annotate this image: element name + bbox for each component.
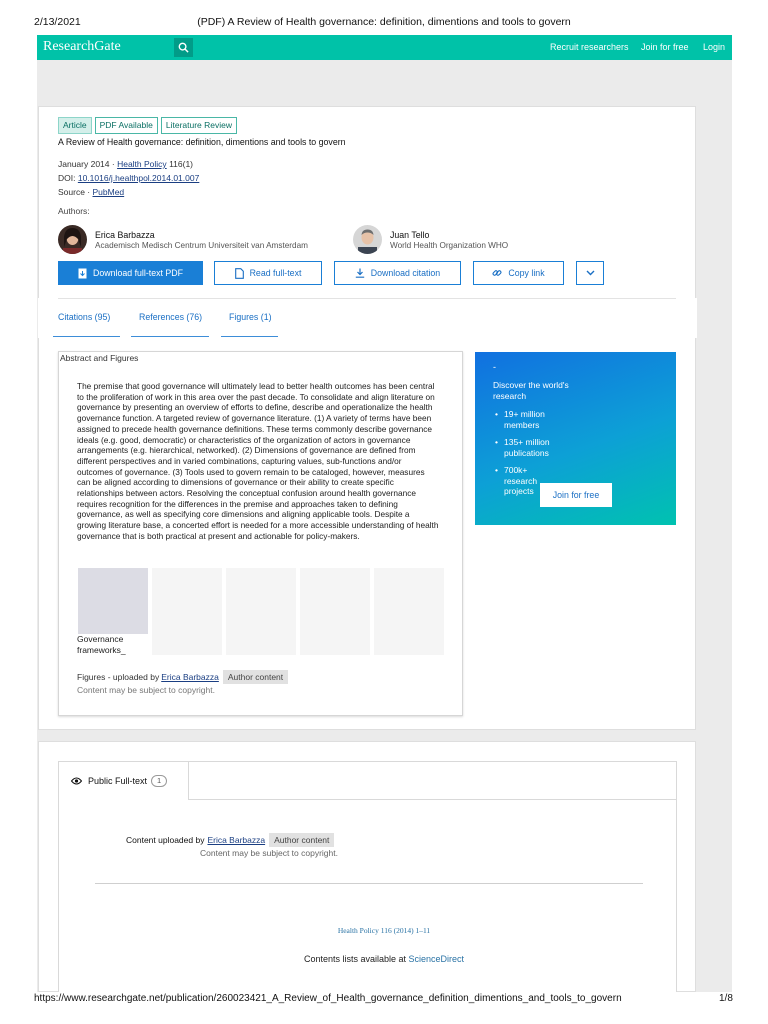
- uploader-link[interactable]: Erica Barbazza: [207, 835, 266, 845]
- tag-article: Article: [58, 117, 92, 134]
- journal-volume: 116(1): [169, 159, 194, 169]
- search-icon[interactable]: [174, 38, 193, 57]
- tab-underline: [221, 336, 278, 337]
- download-icon: [355, 268, 365, 278]
- figure-thumbnail-placeholder: [152, 568, 222, 655]
- pdf-contents-line: [0, 954, 768, 964]
- author-affiliation: World Health Organization WHO: [390, 240, 509, 250]
- figure-caption-line: Governance: [77, 634, 124, 644]
- article-title: A Review of Health governance: definition, dimentions and tools to govern: [58, 137, 346, 147]
- figures-uploaded-line: [77, 670, 288, 684]
- figure-thumbnail-placeholder: [226, 568, 296, 655]
- source-label: Source ·: [58, 187, 93, 197]
- tag-pdf-available: PDF Available: [95, 117, 158, 134]
- tabs-bar: [38, 298, 697, 338]
- print-page-number: 1/8: [719, 993, 733, 1004]
- tab-references[interactable]: References (76): [139, 312, 203, 322]
- tab-public-fulltext[interactable]: [58, 762, 189, 800]
- promo-dash: -: [493, 362, 496, 372]
- document-icon: [235, 268, 244, 279]
- figure-thumbnails: [78, 568, 444, 655]
- copy-link-label: Copy link: [508, 268, 545, 278]
- figure-thumbnail-placeholder: [374, 568, 444, 655]
- print-doc-title: (PDF) A Review of Health governance: definition, dimentions and tools to govern: [197, 16, 571, 28]
- download-fulltext-label: Download full-text PDF: [93, 268, 183, 278]
- content-uploaded-label: Content uploaded by: [126, 835, 205, 845]
- content-uploaded-line: [126, 833, 334, 847]
- tab-underline: [131, 336, 209, 337]
- link-icon: [492, 268, 502, 278]
- author-content-badge: Author content: [269, 833, 334, 847]
- author-card-1[interactable]: [58, 225, 308, 254]
- source-link[interactable]: PubMed: [92, 187, 125, 197]
- author-affiliation: Academisch Medisch Centrum Universiteit van Amsterdam: [95, 240, 308, 250]
- contents-label: Contents lists available at: [303, 954, 409, 964]
- copyright-notice: Content may be subject to copyright.: [200, 848, 338, 858]
- chevron-down-icon: [586, 270, 595, 276]
- more-options-button[interactable]: [576, 261, 604, 285]
- article-tags: [58, 117, 237, 134]
- pdf-journal-header: Health Policy 116 (2014) 1–11: [337, 926, 431, 935]
- authors-label: Authors:: [58, 206, 90, 216]
- section-divider: [58, 298, 676, 299]
- nav-join-for-free[interactable]: Join for free: [641, 42, 689, 52]
- article-source: [58, 187, 124, 197]
- print-url: https://www.researchgate.net/publication/260023421_A_Review_of_Health_governance_definition_dimentions_and_tools_to_govern: [34, 993, 622, 1004]
- promo-stat-item: • 700k+ research projects: [493, 465, 553, 497]
- download-citation-button[interactable]: [334, 261, 461, 285]
- uploader-link[interactable]: Erica Barbazza: [161, 672, 219, 682]
- figure-caption[interactable]: [77, 634, 126, 655]
- eye-icon: [71, 777, 82, 785]
- fulltext-count-badge: 1: [151, 775, 167, 787]
- promo-stat-item: • 135+ million publications: [493, 437, 553, 458]
- figure-caption-line: frameworks_: [77, 644, 126, 655]
- tab-citations[interactable]: Citations (95): [58, 312, 111, 322]
- nav-login[interactable]: Login: [703, 42, 726, 52]
- discover-research-promo: [475, 352, 676, 525]
- promo-join-button[interactable]: Join for free: [540, 483, 612, 507]
- promo-title: Discover the world's research: [493, 380, 569, 401]
- public-fulltext-label: Public Full-text: [88, 776, 148, 786]
- nav-recruit-researchers[interactable]: Recruit researchers: [550, 42, 629, 52]
- abstract-text: The premise that good governance will ultimately lead to better health outcomes has been central to the proliferation of work in this area over the past decade. To consolidate and align literature on governance by presenting an overview of efforts to define, describe and operationalize the health governance function. A targeted review of governance literature. (1) A variety of terms have been assigned to precede health governance definitions. These terms commonly describe governance ideals (e.g. good, democratic) or characteristics of the organization of actors in governance arrangements (e.g. hierarchical, networked). (2) Dimensions of governance are defined from different perspectives and in varied combinations, capturing values, sub-functions and/or outcomes of governance. (3) Tools used to govern remain to be cataloged, however, measures can be aligned according to dimensions of governance or their ability to create specific relationships between actors. Resolving the conceptual confusion around health governance requires recognition for the differences in the premise and approaches taken to defining governance, as well as specifying core dimensions and aligning applicable tools. Despite a growing literature base, a concerted effort is needed for a more accessible understanding of health governance that is both practical at present and actionable for policy-makers.: [77, 381, 439, 541]
- copy-link-button[interactable]: [473, 261, 564, 285]
- article-doi: [58, 173, 199, 183]
- print-footer: [0, 993, 768, 1009]
- abstract-panel-title: Abstract and Figures: [60, 353, 139, 363]
- figure-image[interactable]: [78, 568, 148, 634]
- print-date: 2/13/2021: [34, 16, 81, 28]
- abstract-and-figures-panel: [58, 351, 463, 716]
- doi-label: DOI:: [58, 173, 78, 183]
- promo-stat-item: • 19+ million members: [493, 409, 553, 430]
- figures-uploaded-label: Figures - uploaded by: [77, 672, 160, 682]
- tab-divider: [189, 799, 676, 800]
- journal-link[interactable]: Health Policy: [117, 159, 167, 169]
- read-fulltext-label: Read full-text: [249, 268, 302, 278]
- read-fulltext-button[interactable]: [214, 261, 322, 285]
- print-header: [0, 16, 768, 32]
- avatar[interactable]: [58, 225, 87, 254]
- tag-literature-review: Literature Review: [161, 117, 237, 134]
- top-navigation-bar: [37, 35, 732, 60]
- download-fulltext-button[interactable]: [58, 261, 203, 285]
- doi-link[interactable]: 10.1016/j.healthpol.2014.01.007: [77, 173, 200, 183]
- pdf-rule: [95, 883, 643, 884]
- author-name[interactable]: Erica Barbazza: [95, 229, 155, 240]
- author-card-2[interactable]: [353, 225, 508, 254]
- tab-figures[interactable]: Figures (1): [229, 312, 272, 322]
- author-content-badge: Author content: [223, 670, 288, 684]
- author-name[interactable]: Juan Tello: [390, 229, 430, 240]
- sciencedirect-link[interactable]: ScienceDirect: [408, 954, 465, 964]
- researchgate-logo[interactable]: ResearchGate: [43, 39, 121, 54]
- file-download-icon: [78, 268, 87, 279]
- article-date-journal: [58, 159, 193, 169]
- tab-underline: [53, 336, 120, 337]
- avatar[interactable]: [353, 225, 382, 254]
- download-citation-label: Download citation: [370, 268, 441, 278]
- figure-thumbnail-placeholder: [300, 568, 370, 655]
- article-date: January 2014 ·: [58, 159, 118, 169]
- copyright-notice: Content may be subject to copyright.: [77, 685, 215, 695]
